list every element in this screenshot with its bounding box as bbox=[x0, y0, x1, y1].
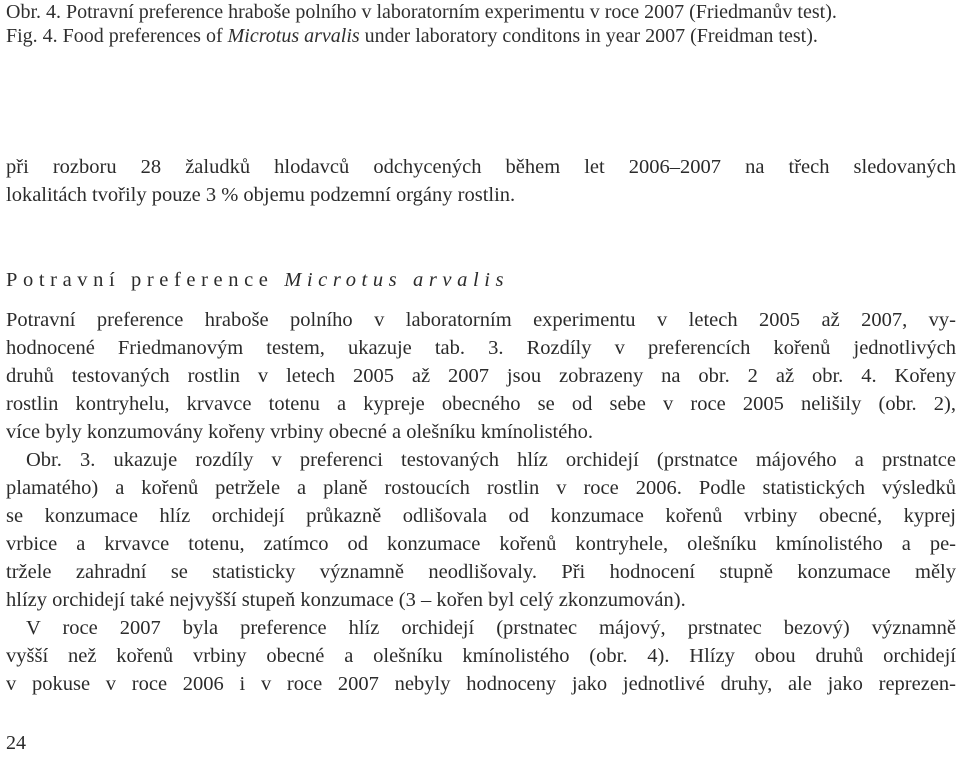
paragraph-line: Potravní preference hraboše polního v laboratorním experimentu v letech 2005 až 2007, vy- bbox=[6, 309, 956, 331]
paragraph-line: tržele zahradní se statisticky významně neodlišovaly. Při hodnocení stupně konzumace měly bbox=[6, 561, 956, 583]
paragraph-line: rostlin kontryhelu, krvavce totenu a kypreje obecného se od sebe v roce 2005 nelišily (obr. 2), bbox=[6, 393, 956, 415]
paragraph-line: v pokuse v roce 2006 i v roce 2007 nebyly hodnoceny jako jednotlivé druhy, ale jako reprezen- bbox=[6, 673, 956, 695]
paragraph-line: vrbice a krvavce totenu, zatímco od konzumace kořenů kontryhele, olešníku kmínolistého a pe- bbox=[6, 533, 956, 555]
paragraph-line: hodnocené Friedmanovým testem, ukazuje tab. 3. Rozdíly v preferencích kořenů jednotlivých bbox=[6, 337, 956, 359]
paragraph-line: více byly konzumovány kořeny vrbiny obecné a olešníku kmínolistého. bbox=[6, 421, 593, 443]
caption-en-species: Microtus arvalis bbox=[227, 25, 360, 47]
intro-line-1: při rozboru 28 žaludků hlodavců odchycených během let 2006–2007 na třech sledovaných bbox=[6, 156, 956, 178]
caption-en-prefix: Fig. 4. Food preferences of bbox=[6, 25, 228, 47]
paragraph-line: plamatého) a kořenů petržele a planě rostoucích rostlin v roce 2006. Podle statistických výsledků bbox=[6, 477, 956, 499]
caption-en-suffix: under laboratory conditons in year 2007 (Freidman test). bbox=[359, 25, 818, 47]
page-number: 24 bbox=[6, 732, 26, 754]
paragraph-line: Obr. 3. ukazuje rozdíly v preferenci testovaných hlíz orchidejí (prstnatce májového a prstnatce bbox=[26, 449, 956, 471]
heading-prefix: Potravní preference bbox=[6, 269, 285, 291]
section-heading bbox=[6, 266, 509, 294]
figure-caption-czech: Obr. 4. Potravní preference hraboše polního v laboratorním experimentu v roce 2007 (Friedmanův test). bbox=[6, 1, 837, 23]
paragraph-line: se konzumace hlíz orchidejí průkazně odlišovala od konzumace kořenů vrbiny obecné, kyprej bbox=[6, 505, 956, 527]
intro-line-2: lokalitách tvořily pouze 3 % objemu podzemní orgány rostlin. bbox=[6, 184, 516, 206]
heading-species: Microtus arvalis bbox=[284, 269, 510, 291]
paragraph-line: druhů testovaných rostlin v letech 2005 až 2007 jsou zobrazeny na obr. 2 až obr. 4. Kořeny bbox=[6, 365, 956, 387]
paragraph-line: V roce 2007 byla preference hlíz orchidejí (prstnatec májový, prstnatec bezový) významně bbox=[26, 617, 956, 639]
paragraph-line: hlízy orchidejí také nejvyšší stupeň konzumace (3 – kořen byl celý zkonzumován). bbox=[6, 589, 686, 611]
paragraph-line: vyšší než kořenů vrbiny obecné a olešníku kmínolistého (obr. 4). Hlízy obou druhů orchidejí bbox=[6, 645, 956, 667]
figure-caption-english bbox=[6, 24, 818, 48]
